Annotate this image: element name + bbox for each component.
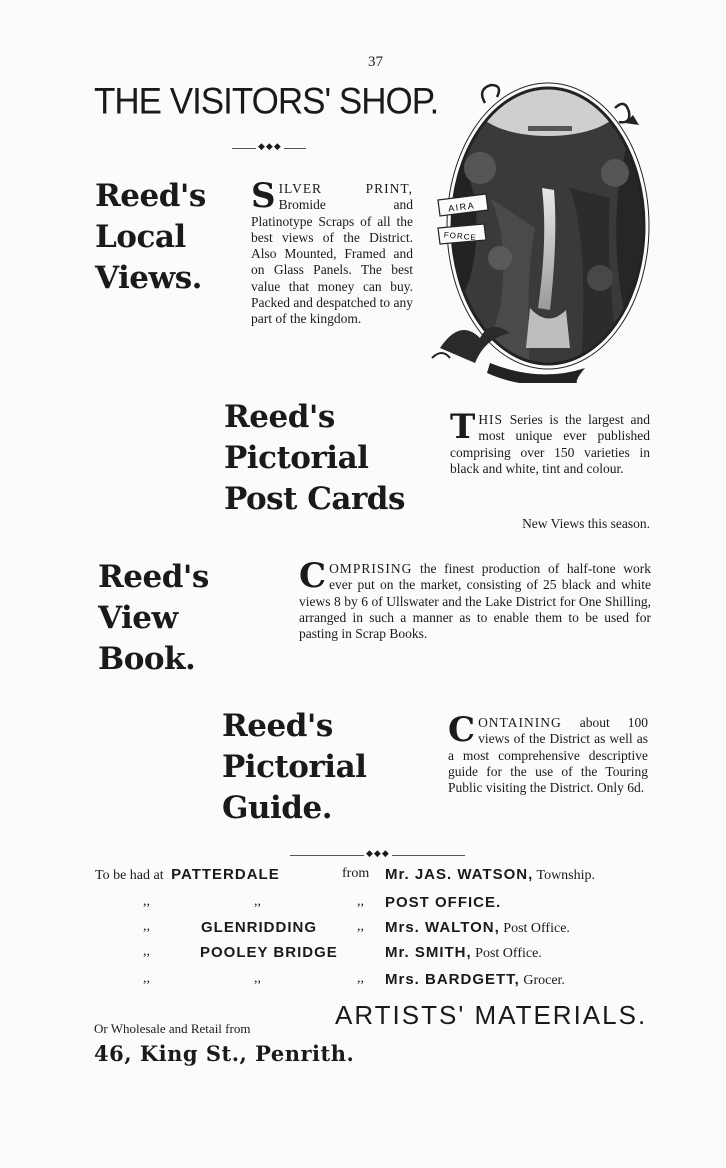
wholesale-text: Or Wholesale and Retail from — [94, 1021, 251, 1036]
heading-line: Pictorial — [224, 440, 369, 476]
banner-text-bottom: FORCE — [443, 230, 478, 243]
rule-ornament-icon: ◆◆◆ — [366, 848, 390, 858]
body-text: Series is the largest and most unique ever published comprising over 150 varieties in black and white, tint and colour. — [450, 412, 650, 476]
distributor-row — [385, 919, 570, 937]
distributor-row — [385, 944, 542, 962]
distributor-row — [385, 971, 565, 989]
place-name: GLENRIDDING — [201, 919, 317, 936]
heading-line: Guide. — [222, 790, 332, 826]
lead-caps: ONTAINING — [478, 715, 562, 730]
section-body-post-cards — [450, 407, 650, 477]
section-heading-view-book — [98, 557, 238, 680]
body-text: Bromide and Platinotype Scraps of all the best views of the District. Also Mounted, Framed and on Glass Panels. The best value that money can buy. Packed and despatched to any part of the kingdom. — [251, 197, 413, 327]
drop-cap: T — [450, 407, 476, 447]
heading-line: Local — [95, 219, 186, 255]
seller-name: Mrs. WALTON, — [385, 919, 500, 936]
place-name: PATTERDALE — [171, 866, 280, 883]
seller-name: Mrs. BARDGETT, — [385, 971, 520, 988]
lead-caps: HIS — [478, 412, 504, 427]
lead-caps: OMPRISING — [329, 561, 413, 576]
distributor-row — [385, 894, 501, 912]
heading-line: Views. — [95, 260, 202, 296]
distributor-row — [95, 866, 280, 884]
heading-line: Reed's — [222, 708, 333, 744]
seller-name: POST OFFICE. — [385, 894, 502, 911]
heading-line: Post Cards — [224, 481, 405, 517]
section-heading-guide — [222, 706, 422, 829]
ditto-mark: ,, — [143, 944, 150, 959]
drop-cap: C — [299, 556, 327, 596]
heading-line: Reed's — [224, 399, 335, 435]
section-body-local-views — [251, 176, 413, 328]
from-text: from — [342, 866, 370, 881]
ditto-mark: ,, — [357, 971, 364, 986]
ditto-mark: ,, — [143, 919, 150, 934]
page-title: THE VISITORS' SHOP. — [94, 81, 439, 122]
seller-detail: Post Office. — [475, 946, 542, 961]
seller-detail: Grocer. — [523, 973, 565, 988]
aira-force-vignette — [430, 78, 655, 383]
seller-name: Mr. JAS. WATSON, — [385, 866, 534, 883]
shop-address: 46, King St., Penrith. — [94, 1041, 355, 1066]
drop-cap: S — [251, 176, 276, 216]
ditto-mark: ,, — [143, 971, 150, 986]
section-body-guide — [448, 710, 648, 796]
intro-text: To be had at — [95, 868, 164, 883]
heading-line: View — [98, 600, 178, 636]
place-name: POOLEY BRIDGE — [200, 944, 338, 961]
ditto-mark: ,, — [254, 894, 261, 909]
ditto-mark: ,, — [357, 894, 364, 909]
ditto-mark: ,, — [357, 919, 364, 934]
heading-line: Reed's — [95, 178, 206, 214]
heading-line: Pictorial — [222, 749, 367, 785]
body-text: about 100 views of the District as well as a most comprehensive descriptive guide for the use of the Touring Public visiting the District. Only 6d. — [448, 715, 648, 796]
seller-detail: Post Office. — [503, 921, 570, 936]
section-heading-local-views — [95, 176, 235, 299]
ditto-mark: ,, — [143, 894, 150, 909]
section-note: New Views this season. — [522, 516, 650, 531]
heading-line: Reed's — [98, 559, 209, 595]
banner-text-top: AIRA — [447, 200, 476, 214]
seller-name: Mr. SMITH, — [385, 944, 472, 961]
heading-line: Book. — [98, 641, 196, 677]
drop-cap: C — [448, 710, 476, 750]
body-text: the finest production of half-tone work ever put on the market, consisting of 25 black and white views 8 by 6 of Ullswater and the Lake District for One Shilling, arranged in such a manner as to enable them to be used for pasting in Scrap Books. — [299, 561, 651, 642]
ditto-mark: ,, — [254, 971, 261, 986]
rule-ornament-icon: ◆◆◆ — [258, 141, 282, 151]
seller-detail: Township. — [536, 868, 596, 883]
section-body-view-book — [299, 556, 651, 642]
page-number: 37 — [368, 54, 383, 70]
lead-caps: ILVER PRINT, — [278, 181, 413, 196]
artists-materials-heading: ARTISTS' MATERIALS. — [335, 1000, 648, 1030]
distributor-row — [385, 866, 595, 884]
section-heading-post-cards — [224, 397, 434, 520]
